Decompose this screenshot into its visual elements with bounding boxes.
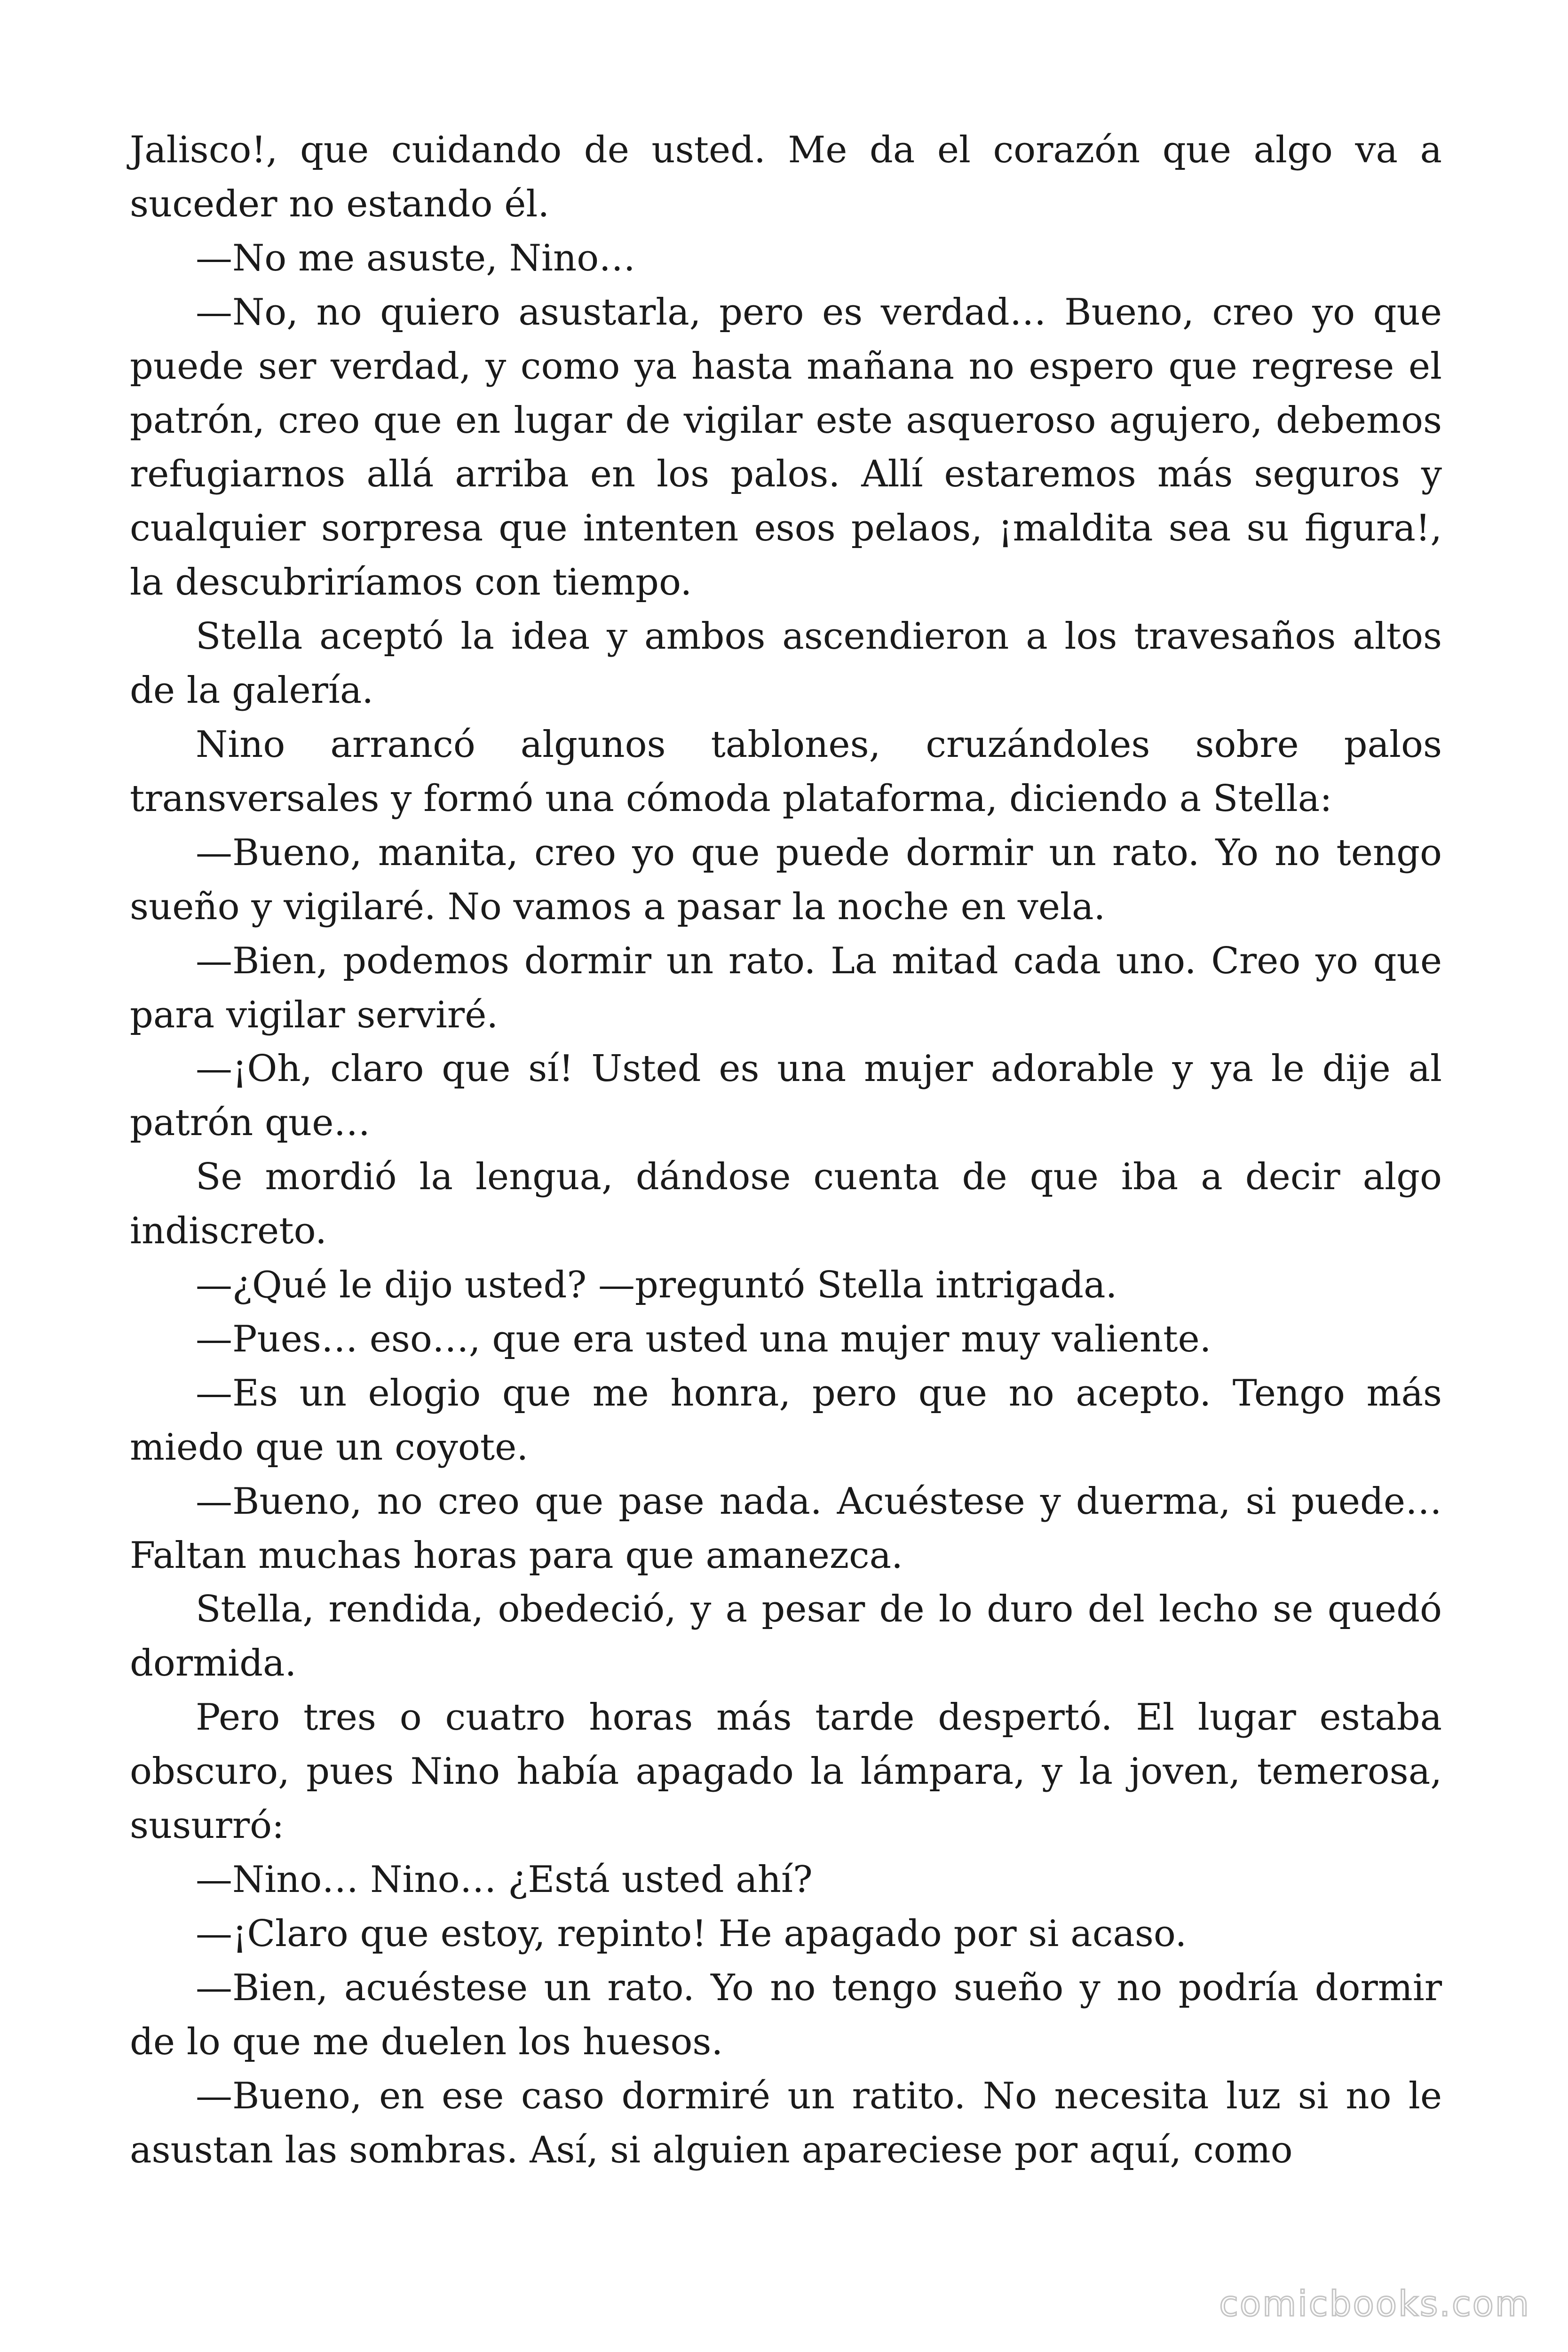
paragraph: —Bien, acuéstese un rato. Yo no tengo sueño y no podría dormir de lo que me duelen los huesos.	[130, 1966, 1442, 2063]
paragraph: Pero tres o cuatro horas más tarde despertó. El lugar estaba obscuro, pues Nino había apagado la lámpara, y la joven, temerosa, susurró:	[130, 1696, 1442, 1847]
paragraph: Se mordió la lengua, dándose cuenta de que iba a decir algo indiscreto.	[130, 1156, 1442, 1253]
watermark-logo: comicbooks.com	[1219, 2284, 1530, 2324]
paragraph: Nino arrancó algunos tablones, cruzándoles sobre palos transversales y formó una cómoda plataforma, diciendo a Stella:	[130, 723, 1442, 820]
paragraph: —No, no quiero asustarla, pero es verdad… Bueno, creo yo que puede ser verdad, y como ya hasta mañana no espero que regrese el patrón, creo que en lugar de vigilar este asqueroso agujero, debemos refugiarnos allá arriba en los palos. Allí estaremos más seguros y cualquier sorpresa que intenten esos pelaos, ¡maldita sea su figura!, la descubriríamos con tiempo.	[130, 291, 1442, 604]
paragraph: —Bueno, en ese caso dormiré un ratito. No necesita luz si no le asustan las sombras. Así, si alguien apareciese por aquí, como	[130, 2074, 1442, 2171]
body-text	[130, 123, 1442, 2177]
paragraph: Jalisco!, que cuidando de usted. Me da el corazón que algo va a suceder no estando él.	[130, 129, 1442, 225]
paragraph: Stella, rendida, obedeció, y a pesar de lo duro del lecho se quedó dormida.	[130, 1588, 1442, 1685]
paragraph: —Bien, podemos dormir un rato. La mitad cada uno. Creo yo que para vigilar serviré.	[130, 939, 1442, 1036]
paragraph: —Bueno, manita, creo yo que puede dormir un rato. Yo no tengo sueño y vigilaré. No vamos a pasar la noche en vela.	[130, 831, 1442, 928]
paragraph: —Pues… eso…, que era usted una mujer muy valiente.	[196, 1318, 1212, 1360]
paragraph: —Bueno, no creo que pase nada. Acuéstese y duerma, si puede… Faltan muchas horas para que amanezca.	[130, 1480, 1442, 1577]
paragraph: —No me asuste, Nino…	[196, 237, 636, 279]
paragraph: —¡Claro que estoy, repinto! He apagado por si acaso.	[196, 1912, 1187, 1955]
paragraph: —¡Oh, claro que sí! Usted es una mujer adorable y ya le dije al patrón que…	[130, 1048, 1442, 1144]
paragraph: —¿Qué le dijo usted? —preguntó Stella intrigada.	[196, 1264, 1117, 1307]
paragraph: Stella aceptó la idea y ambos ascendieron a los travesaños altos de la galería.	[130, 615, 1442, 712]
paragraph: —Nino… Nino… ¿Está usted ahí?	[196, 1859, 813, 1901]
paragraph: —Es un elogio que me honra, pero que no acepto. Tengo más miedo que un coyote.	[130, 1372, 1442, 1469]
